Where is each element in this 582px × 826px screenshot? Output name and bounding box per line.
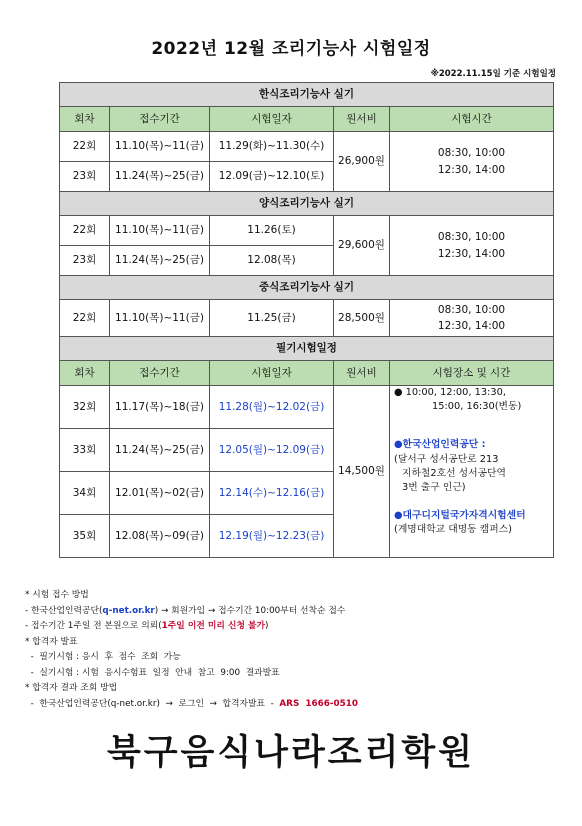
table-row: 22회 11.10(목)~11(금) 11.26(토) 29,600원 08:30, 10:00 12:30, 14:00 (60, 216, 554, 246)
table-row: 23회 11.24(목)~25(금) 12.08(목) (60, 246, 554, 276)
notes-section: * 시험 접수 방법 - 한국산업인력공단(q-net.or.kr) → 회원가입 → 접수기간 10:00부터 선착순 접수 - 접수기간 1주일 전 본원으로 의뢰(1주일 이전 미리 신청 불가) * 합격자 발표 - 필기시험 : 응시 후 점수 조회 가능 - 실기시험 : 시험 응시수험표 일정 안내 참고 9:00 결과발표 * 합격자 결과 조회 방법 - 한국산업인력공단(q-net.or.kr) → 로그인 → 합격자발표 - ARS 1666-0510 (25, 590, 359, 709)
fee-cell: 29,600원 (334, 216, 390, 276)
table-row: 22회 11.10(목)~11(금) 11.29(화)~11.30(수) 26,900원 08:30, 10:00 12:30, 14:00 (60, 132, 554, 162)
header-apply: 접수기간 (110, 107, 210, 132)
table-row: 22회 11.10(목)~11(금) 11.25(금) 28,500원 08:30, 10:00 12:30, 14:00 (60, 300, 554, 337)
table-row: 35회 12.08(목)~09(금) 12.19(월)~12.23(금) (60, 515, 554, 558)
header-fee: 원서비 (334, 107, 390, 132)
place-hrdkorea: ●한국산업인력공단 : (394, 439, 486, 451)
section-written: 필기시험일정 (60, 337, 554, 361)
academy-name: 북구음식나라조리학원 (106, 733, 476, 773)
header-row (60, 107, 554, 132)
table-row: 32회 11.17(목)~18(금) 11.28(월)~12.02(금) 14,500원 ● 10:00, 12:00, 13:30, 15:00, 16:30(변동) ●한국산업인력공단 : (달서구 성서공단로 213 지하철2호선 성서공단역 3번 출구 인근) ●대구디지털국가자격시험센터 (계명대학교 대명동 캠퍼스) (60, 386, 554, 429)
time-cell: 08:30, 10:00 12:30, 14:00 (390, 216, 554, 276)
basis-date-note: ※2022.11.15일 기준 시험일정 (430, 69, 556, 79)
place-time-cell: ● 10:00, 12:00, 13:30, 15:00, 16:30(변동) ●한국산업인력공단 : (달서구 성서공단로 213 지하철2호선 성서공단역 3번 출구 인근) ●대구디지털국가자격시험센터 (계명대학교 대명동 캠퍼스) (390, 386, 554, 558)
time-cell: 08:30, 10:00 12:30, 14:00 (390, 132, 554, 192)
header-exam-date: 시험일자 (210, 107, 334, 132)
header-row: 회차 접수기간 시험일자 원서비 시험장소 및 시간 (60, 361, 554, 386)
fee-cell: 26,900원 (334, 132, 390, 192)
header-place-time: 시험장소 및 시간 (390, 361, 554, 386)
page-title: 2022년 12월 조리기능사 시험일정 (151, 39, 431, 59)
table-row: 23회 11.24(목)~25(금) 12.09(금)~12.10(토) (60, 162, 554, 192)
table-row: 33회 11.24(목)~25(금) 12.05(월)~12.09(금) (60, 429, 554, 472)
fee-cell: 14,500원 (334, 386, 390, 558)
section-korean: 한식조리기능사 실기 (60, 83, 554, 107)
header-round: 회차 (60, 107, 110, 132)
time-cell: 08:30, 10:00 12:30, 14:00 (390, 300, 554, 337)
section-chinese: 중식조리기능사 실기 (60, 276, 554, 300)
table-row: 34회 12.01(목)~02(금) 12.14(수)~12.16(금) (60, 472, 554, 515)
place-daegu-center: ●대구디지털국가자격시험센터 (394, 510, 526, 522)
schedule-table (59, 82, 554, 558)
header-exam-time: 시험시간 (390, 107, 554, 132)
section-western: 양식조리기능사 실기 (60, 192, 554, 216)
fee-cell: 28,500원 (334, 300, 390, 337)
